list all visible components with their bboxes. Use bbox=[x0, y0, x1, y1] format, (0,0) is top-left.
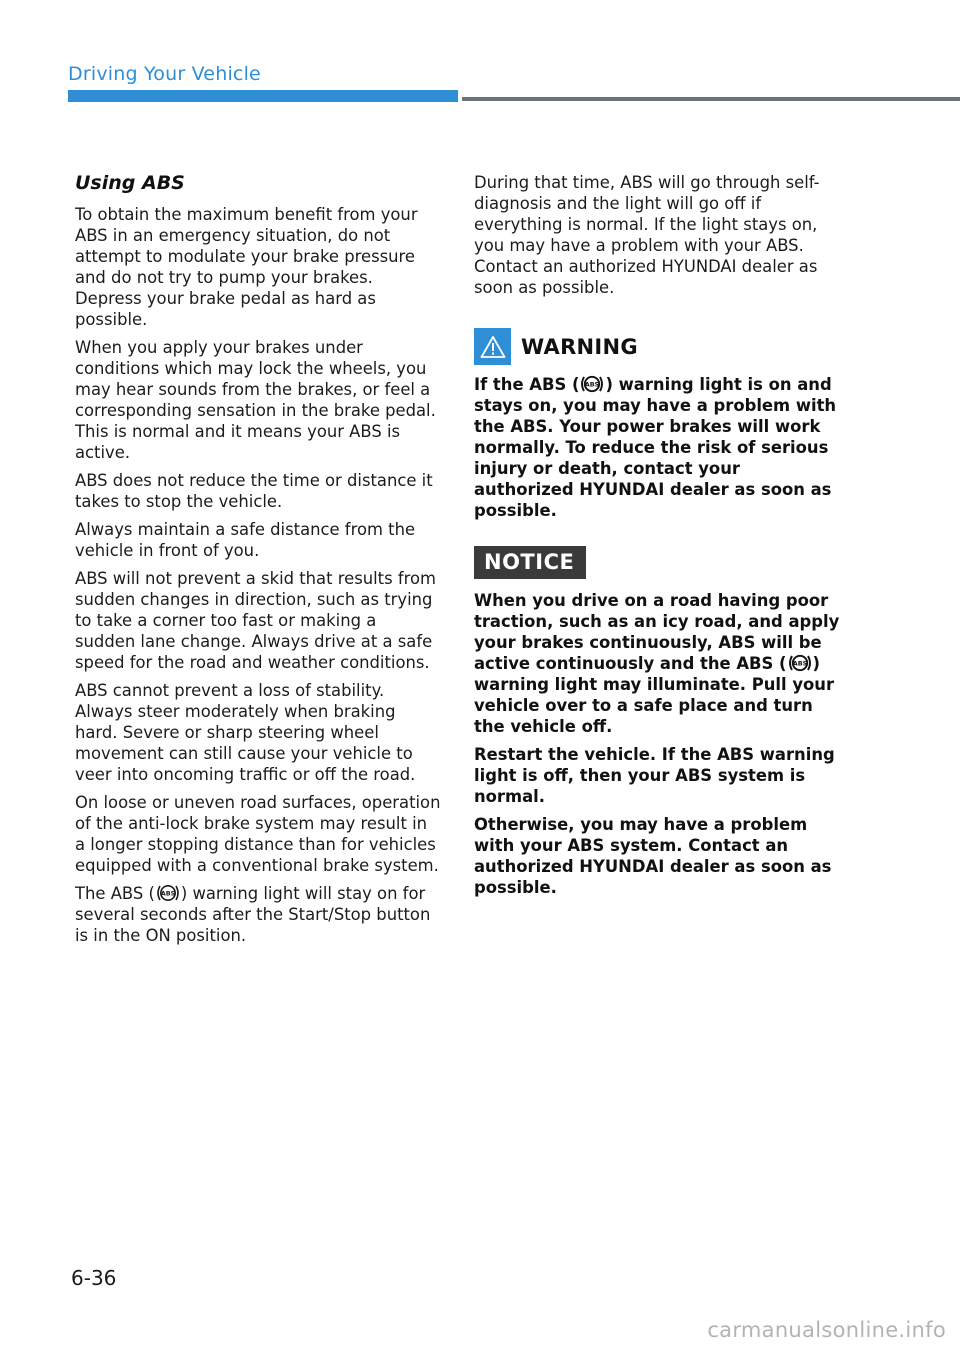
warning-text bbox=[474, 374, 840, 521]
header-rule-blue bbox=[68, 90, 458, 102]
paragraph: ABS will not prevent a skid that results from sudden changes in direction, such as trying to take a corner too fast or making a sudden lane change. Always drive at a safe speed for the road and weather conditions. bbox=[75, 569, 437, 672]
paragraph: During that time, ABS will go through self-diagnosis and the light will go off if everything is normal. If the light stays on, you may have a problem with your ABS. Contact an authorized HYUNDAI dealer as soon as possible. bbox=[474, 173, 820, 297]
abs-light-paragraph bbox=[75, 883, 441, 946]
abs-light-text-before: The ABS ( bbox=[75, 884, 155, 903]
abs-warning-icon bbox=[787, 653, 813, 673]
paragraph: Always maintain a safe distance from the vehicle in front of you. bbox=[75, 520, 416, 560]
paragraph: ABS cannot prevent a loss of stability. Always steer moderately when braking hard. Severe or sharp steering wheel movement can still cause your vehicle to veer into oncoming traffic or off the road. bbox=[75, 681, 416, 784]
warning-text-before: If the ABS ( bbox=[474, 375, 580, 394]
svg-text:ABS: ABS bbox=[160, 889, 176, 898]
svg-text:ABS: ABS bbox=[585, 380, 600, 389]
right-column bbox=[474, 172, 840, 905]
notice-text-after: ) warning light may illuminate. Pull your vehicle over to a safe place and turn the vehicle off. bbox=[474, 654, 835, 736]
svg-text:ABS: ABS bbox=[792, 659, 807, 668]
notice-paragraph: Otherwise, you may have a problem with your ABS system. Contact an authorized HYUNDAI dealer as soon as possible. bbox=[474, 815, 832, 897]
header-rule-gray bbox=[462, 97, 960, 101]
abs-warning-icon bbox=[579, 374, 605, 394]
warning-triangle-icon bbox=[480, 335, 506, 359]
paragraph: To obtain the maximum benefit from your ABS in an emergency situation, do not attempt to modulate your brake pressure and do not try to pump your brakes. Depress your brake pedal as hard as possible. bbox=[75, 205, 418, 329]
warning-header bbox=[474, 328, 840, 365]
notice-text-before: When you drive on a road having poor traction, such as an icy road, and apply your brakes continuously, ABS will be active continuously and the ABS ( bbox=[474, 591, 840, 673]
warning-text-after: ) warning light is on and stays on, you may have a problem with the ABS. Your power brakes will work normally. To reduce the risk of serious injury or death, contact your authorized HYUNDAI dealer as soon as possible. bbox=[474, 375, 837, 520]
section-heading: Using ABS bbox=[75, 172, 185, 194]
abs-light-text-after: ) warning light will stay on for several seconds after the Start/Stop button is in the ON position. bbox=[75, 884, 431, 945]
paragraph: When you apply your brakes under conditions which may lock the wheels, you may hear sounds from the brakes, or feel a corresponding sensation in the brake pedal. This is normal and it means your ABS is active. bbox=[75, 338, 436, 462]
abs-warning-icon bbox=[155, 883, 181, 903]
paragraph: ABS does not reduce the time or distance it takes to stop the vehicle. bbox=[75, 471, 433, 511]
paragraph: On loose or uneven road surfaces, operation of the anti-lock brake system may result in a longer stopping distance than for vehicles equipped with a conventional brake system. bbox=[75, 793, 441, 875]
notice-tag: NOTICE bbox=[474, 546, 586, 579]
page-number: 6-36 bbox=[71, 1266, 117, 1290]
warning-title: WARNING bbox=[521, 334, 638, 359]
watermark: carmanualsonline.info bbox=[707, 1318, 946, 1342]
warning-badge bbox=[474, 328, 511, 365]
section-header-title: Driving Your Vehicle bbox=[68, 63, 261, 85]
notice-paragraph bbox=[474, 590, 840, 737]
notice-paragraph: Restart the vehicle. If the ABS warning light is off, then your ABS system is normal. bbox=[474, 745, 835, 806]
left-column bbox=[75, 172, 441, 953]
